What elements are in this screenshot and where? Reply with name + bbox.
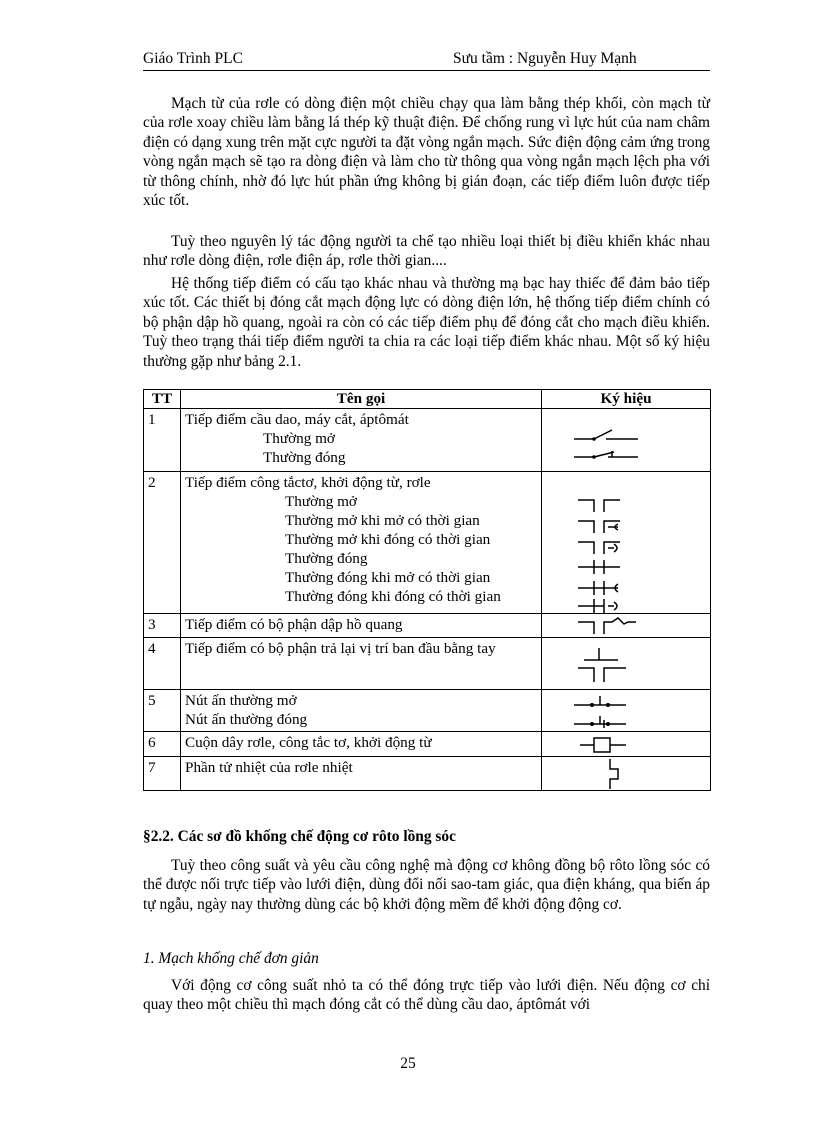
row-number: 7 xyxy=(144,757,181,791)
row-sub: Thường mở khi mở có thời gian xyxy=(285,512,480,529)
contactor-contact-symbols xyxy=(542,472,710,614)
row-name: Cuộn dây rơle, công tắc tơ, khởi động từ xyxy=(181,732,542,757)
table-row xyxy=(144,638,711,690)
table-row xyxy=(144,732,711,757)
row-line: Nút ấn thường mở xyxy=(185,692,297,709)
row-sub: Thường đóng khi mở có thời gian xyxy=(285,569,491,586)
table-row xyxy=(144,690,711,732)
table-row xyxy=(144,472,711,614)
row-number: 1 xyxy=(144,409,181,472)
row-number: 3 xyxy=(144,614,181,638)
symbol-cell xyxy=(542,614,711,638)
paragraph-1: Mạch từ của rơle có dòng điện một chiều chạy qua làm bằng thép khối, còn mạch từ của rơle xoay chiều làm bằng lá thép kỹ thuật điện. Để chống rung vì lực hút của nam châm điện có dạng xung trên mặt cực người ta đặt vòng ngắn mạch. Sức điện động cảm ứng trong vòng ngắn mạch sẽ tạo ra dòng điện và làm cho từ thông qua vòng ngắn mạch lệch pha với từ thông chính, nhờ đó lực hút phần ứng không bị gián đoạn, các tiếp điểm luôn được tiếp xúc tốt. xyxy=(143,95,710,210)
subheading: 1. Mạch khống chế đơn giản xyxy=(143,950,319,967)
row-number: 5 xyxy=(144,690,181,732)
paragraph-2: Tuỳ theo nguyên lý tác động người ta chế tạo nhiều loại thiết bị điều khiển khác nhau như rơle dòng điện, rơle điện áp, rơle thời gian.... xyxy=(143,233,710,270)
row-title: Tiếp điểm công tắctơ, khởi động từ, rơle xyxy=(185,474,431,491)
section-paragraph-2: Với động cơ công suất nhỏ ta có thể đóng trực tiếp vào lưới điện. Nếu động cơ chỉ quay theo một chiều thì mạch đóng cắt có thể dùng cầu dao, áptômát với xyxy=(143,977,710,1014)
section-heading: §2.2. Các sơ đồ khống chế động cơ rôto lồng sóc xyxy=(143,828,456,845)
page-number: 25 xyxy=(400,1055,416,1072)
coil-symbol xyxy=(542,732,710,757)
header-name: Tên gọi xyxy=(181,390,542,409)
symbol-cell xyxy=(542,409,711,472)
header-symbol: Ký hiệu xyxy=(542,390,711,409)
row-sub: Thường mở xyxy=(285,493,357,510)
row-sub: Thường đóng xyxy=(285,550,368,567)
table-header-row xyxy=(144,390,711,409)
row-name xyxy=(181,690,542,732)
row-line: Nút ấn thường đóng xyxy=(185,711,308,728)
row-name xyxy=(181,409,542,472)
symbol-cell xyxy=(542,690,711,732)
thermal-element-symbol xyxy=(542,757,710,791)
row-name: Tiếp điểm có bộ phận trả lại vị trí ban đầu bằng tay xyxy=(181,638,542,690)
page-header xyxy=(143,50,710,71)
row-sub: Thường đóng xyxy=(263,449,346,466)
symbol-cell xyxy=(542,757,711,791)
push-button-symbols xyxy=(542,690,710,732)
table-row xyxy=(144,614,711,638)
table-row xyxy=(144,757,711,791)
row-number: 4 xyxy=(144,638,181,690)
row-number: 6 xyxy=(144,732,181,757)
row-number: 2 xyxy=(144,472,181,614)
row-name: Tiếp điểm có bộ phận dập hồ quang xyxy=(181,614,542,638)
paragraph-3: Hệ thống tiếp điểm có cấu tạo khác nhau và thường mạ bạc hay thiếc để đảm bảo tiếp xúc tốt. Các thiết bị đóng cắt mạch động lực có dòng điện lớn, hệ thống tiếp điểm chính có bộ phận dập hồ quang, ngoài ra còn có các tiếp điểm phụ để đóng cắt cho mạch điều khiển. Tuỳ theo trạng thái tiếp điểm người ta chia ra các loại tiếp điểm khác nhau. Một số ký hiệu thường gặp như bảng 2.1. xyxy=(143,275,710,370)
section-paragraph: Tuỳ theo công suất và yêu cầu công nghệ mà động cơ không đồng bộ rôto lồng sóc có thể được nối trực tiếp vào lưới điện, dùng đổi nối sao-tam giác, qua điện kháng, qua biến áp tự ngẫu, ngày nay thường dùng các bộ khởi động mềm để khởi động động cơ. xyxy=(143,857,710,913)
row-name xyxy=(181,472,542,614)
row-title: Tiếp điểm cầu dao, máy cắt, áptômát xyxy=(185,411,409,428)
header-right: Sưu tầm : Nguyễn Huy Mạnh xyxy=(453,50,637,67)
symbol-cell xyxy=(542,732,711,757)
row-sub: Thường đóng khi đóng có thời gian xyxy=(285,588,501,605)
symbol-cell xyxy=(542,472,711,614)
table-row xyxy=(144,409,711,472)
header-tt: TT xyxy=(144,390,181,409)
row-sub: Thường mở khi đóng có thời gian xyxy=(285,531,491,548)
arc-chute-contact-symbol xyxy=(542,614,710,638)
row-sub: Thường mở xyxy=(263,430,335,447)
symbol-cell xyxy=(542,638,711,690)
header-left: Giáo Trình PLC xyxy=(143,50,243,67)
breaker-contact-symbols xyxy=(542,409,710,472)
row-name: Phần tử nhiệt của rơle nhiệt xyxy=(181,757,542,791)
manual-reset-contact-symbol xyxy=(542,638,710,690)
symbol-table xyxy=(143,389,711,791)
